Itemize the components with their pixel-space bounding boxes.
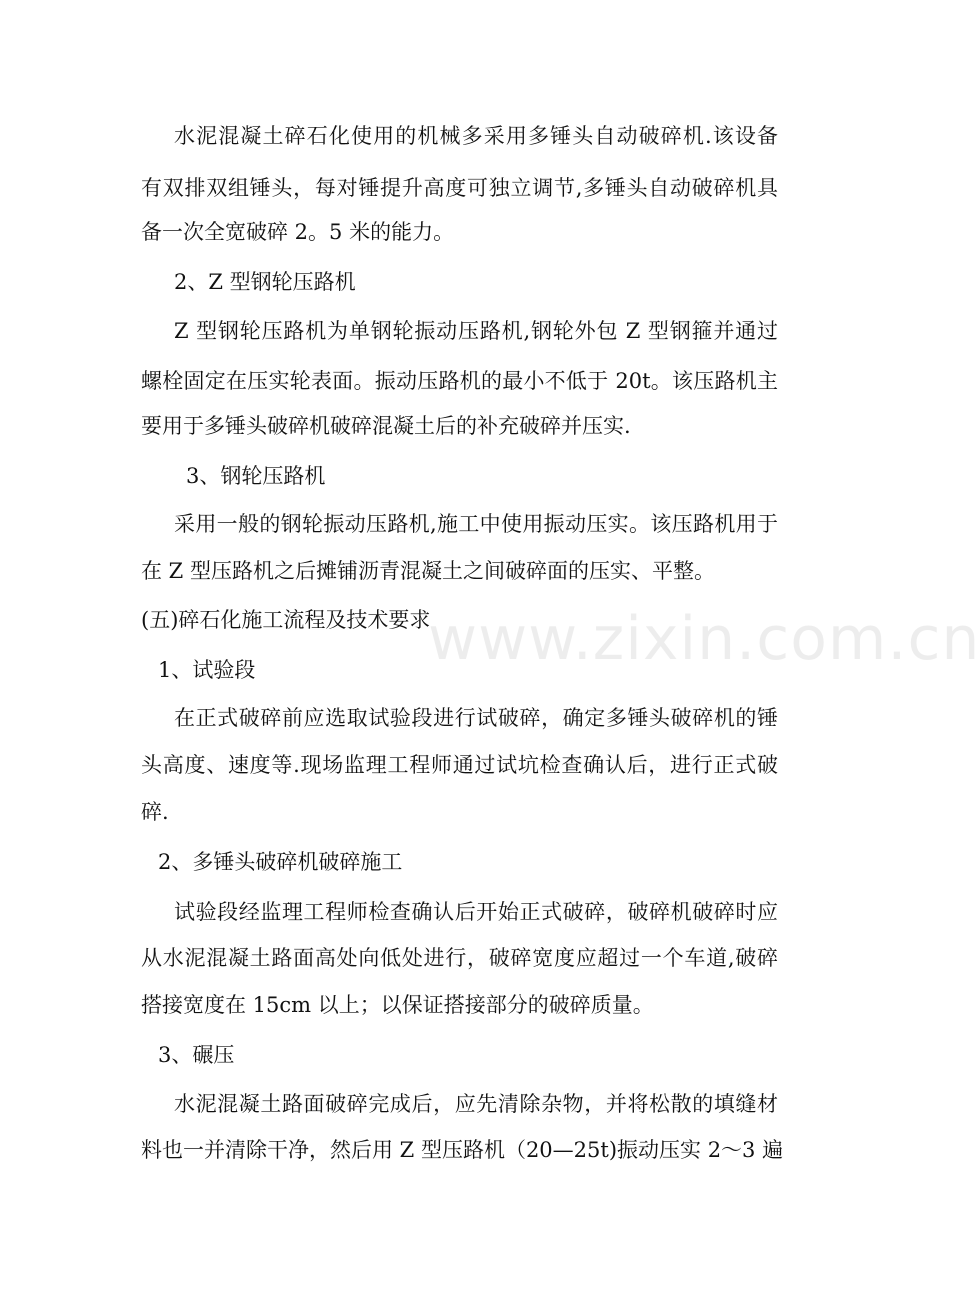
text-line: 采用一般的钢轮振动压路机,施工中使用振动压实。该压路机用于 xyxy=(174,512,778,536)
section-heading: 1、试验段 xyxy=(158,658,256,682)
text-line: 试验段经监理工程师检查确认后开始正式破碎，破碎机破碎时应 xyxy=(174,900,778,924)
section-heading: 3、碾压 xyxy=(158,1043,235,1067)
text-line: 在正式破碎前应选取试验段进行试破碎，确定多锤头破碎机的锤 xyxy=(174,706,778,730)
section-heading: 3、钢轮压路机 xyxy=(186,464,326,488)
text-line: 螺栓固定在压实轮表面。振动压路机的最小不低于 20t。该压路机主 xyxy=(141,369,778,393)
text-line: Z 型钢轮压路机为单钢轮振动压路机,钢轮外包 Z 型钢箍并通过 xyxy=(174,319,778,343)
chapter-heading: (五)碎石化施工流程及技术要求 xyxy=(141,608,431,632)
text-line: 水泥混凝土路面破碎完成后，应先清除杂物，并将松散的填缝材 xyxy=(174,1092,778,1116)
section-heading: 2、Z 型钢轮压路机 xyxy=(174,270,356,294)
watermark: www.zixin.com.cn xyxy=(428,604,980,674)
text-line: 从水泥混凝土路面高处向低处进行，破碎宽度应超过一个车道,破碎 xyxy=(141,946,778,970)
text-line: 备一次全宽破碎 2。5 米的能力。 xyxy=(141,220,455,244)
text-line: 头高度、速度等.现场监理工程师通过试坑检查确认后，进行正式破 xyxy=(141,753,778,777)
text-line: 水泥混凝土碎石化使用的机械多采用多锤头自动破碎机.该设备 xyxy=(174,124,778,148)
text-line: 料也一并清除干净，然后用 Z 型压路机（20—25t)振动压实 2～3 遍 xyxy=(141,1138,784,1162)
text-line: 搭接宽度在 15cm 以上；以保证搭接部分的破碎质量。 xyxy=(141,993,654,1017)
text-line: 碎. xyxy=(141,800,169,824)
text-line: 要用于多锤头破碎机破碎混凝土后的补充破碎并压实. xyxy=(141,414,631,438)
text-line: 在 Z 型压路机之后摊铺沥青混凝土之间破碎面的压实、平整。 xyxy=(141,559,715,583)
section-heading: 2、多锤头破碎机破碎施工 xyxy=(158,850,403,874)
text-line: 有双排双组锤头，每对锤提升高度可独立调节,多锤头自动破碎机具 xyxy=(141,176,778,200)
